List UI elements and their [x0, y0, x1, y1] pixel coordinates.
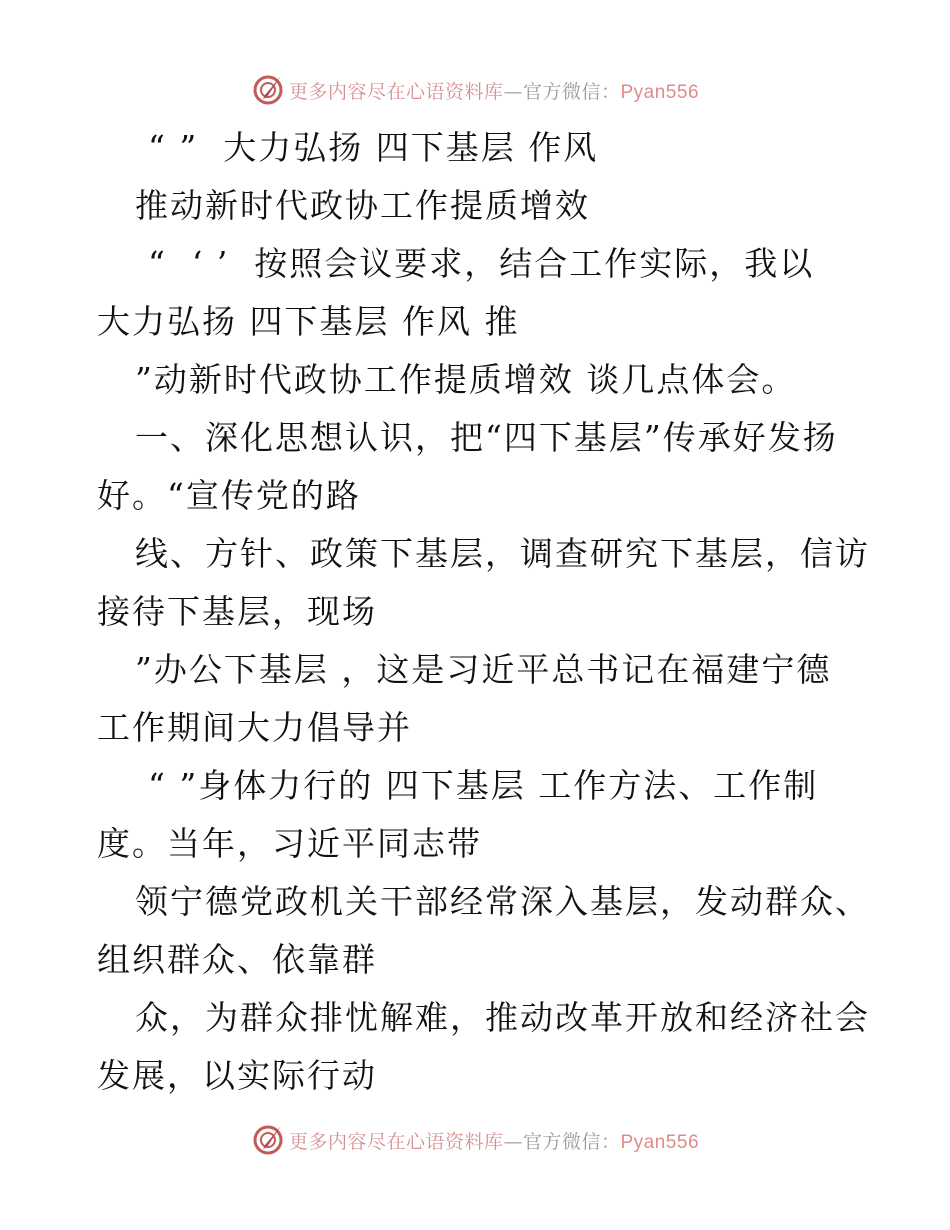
- text-line: ”办公下基层 ，这是习近平总书记在福建宁德: [135, 650, 832, 689]
- text-line: 大力弘扬 四下基层 作风 推: [97, 302, 520, 341]
- watermark-brand-text: 更多内容尽在心语资料库: [288, 1130, 504, 1153]
- text-line: 发展，以实际行动: [97, 1056, 377, 1095]
- text-line: 工作期间大力倡导并: [97, 708, 412, 747]
- text-line: 好。“宣传党的路: [97, 476, 361, 515]
- text-line: “ ‘ ’ 按照会议要求，结合工作实际，我以: [148, 244, 815, 283]
- text-line: 组织群众、依靠群: [97, 940, 377, 979]
- text-line: 众，为群众排忧解难，推动改革开放和经济社会: [135, 998, 870, 1037]
- quill-circle-icon: [251, 73, 285, 107]
- footer-watermark: [0, 1120, 950, 1160]
- text-line: 领宁德党政机关干部经常深入基层，发动群众、: [135, 882, 870, 921]
- text-line: 接待下基层，现场: [97, 592, 377, 631]
- text-line: ”动新时代政协工作提质增效 谈几点体会。: [135, 360, 797, 399]
- watermark-separator: —: [503, 80, 523, 103]
- quill-circle-icon: [251, 1123, 285, 1157]
- watermark-brand-text: 更多内容尽在心语资料库: [288, 80, 504, 103]
- title-line-2: 推动新时代政协工作提质增效: [135, 186, 590, 225]
- title-line-1: “ ” 大力弘扬 四下基层 作风: [148, 128, 599, 167]
- watermark-separator: —: [503, 1130, 523, 1153]
- section-heading-line: 一、深化思想认识，把“四下基层”传承好发扬: [135, 418, 838, 457]
- text-line: “ ”身体力行的 四下基层 工作方法、工作制: [148, 766, 819, 805]
- text-line: 度。当年，习近平同志带: [97, 824, 482, 863]
- watermark-wechat-id: Pyan556: [620, 1131, 700, 1153]
- text-line: 线、方针、政策下基层，调查研究下基层，信访: [135, 534, 870, 573]
- watermark-wechat-label: 官方微信：: [522, 80, 621, 103]
- header-watermark: [0, 70, 950, 110]
- watermark-wechat-label: 官方微信：: [522, 1130, 621, 1153]
- watermark-wechat-id: Pyan556: [620, 81, 700, 103]
